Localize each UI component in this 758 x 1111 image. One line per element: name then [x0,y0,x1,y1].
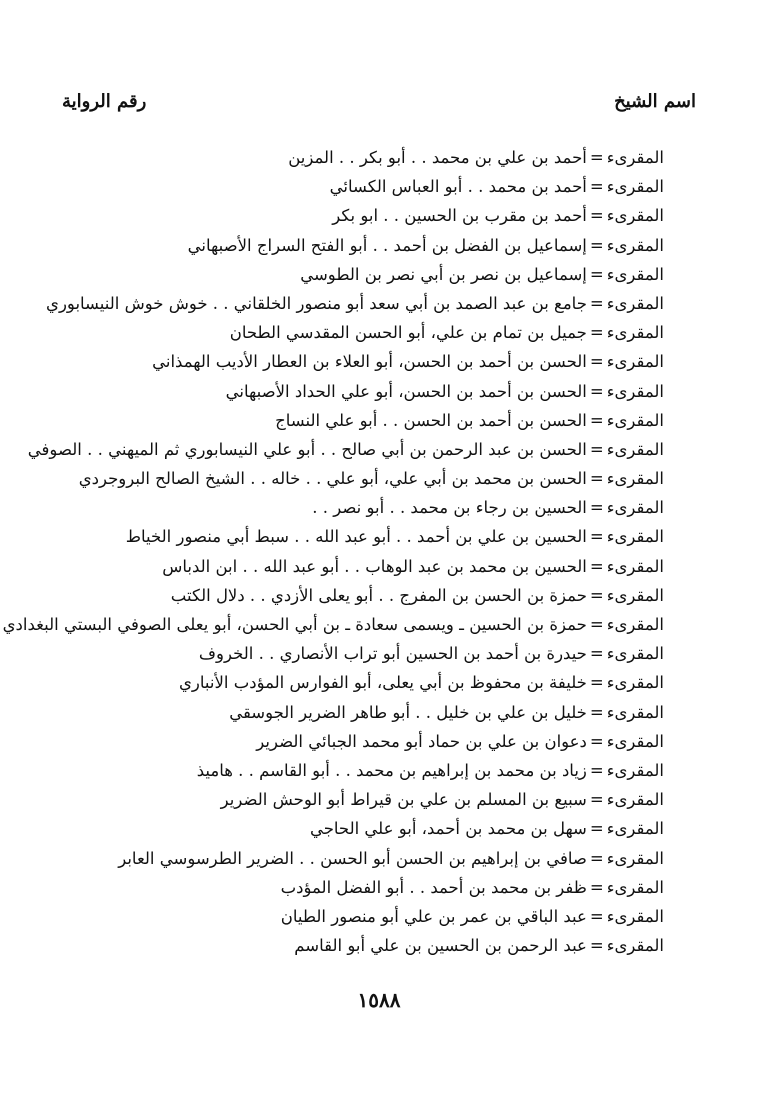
entry-separator: = [589,702,604,722]
entry-label: المقرىء [606,381,664,401]
list-item [40,172,664,201]
list-item [40,522,664,551]
list-item [40,785,664,814]
entry-separator: = [589,819,604,839]
list-item [40,698,664,727]
entry-name: الحسن بن أحمد بن الحسن، أبو علي الحداد الأصبهاني [225,381,587,401]
entry-name: الحسين بن رجاء بن محمد . . أبو نصر . . [312,498,587,518]
entry-label: المقرىء [606,644,664,664]
entry-name: إسماعيل بن الفضل بن أحمد . . أبو الفتح السراج الأصبهاني [187,235,587,255]
entry-label: المقرىء [606,469,664,489]
entry-name: خليل بن علي بن خليل . . أبو طاهر الضرير الجوسقي [229,702,587,722]
entry-separator: = [589,293,604,313]
entry-name: إسماعيل بن نصر بن أبي نصر بن الطوسي [300,264,587,284]
entry-separator: = [589,206,604,226]
entry-label: المقرىء [606,877,664,897]
entry-separator: = [589,556,604,576]
list-item [27,435,664,464]
list-item [40,464,664,493]
list-item [40,668,664,697]
entry-label: المقرىء [606,848,664,868]
entry-name: الحسن بن أحمد بن الحسن . . أبو علي النساج [275,410,587,430]
sheikh-list [2,143,664,960]
entry-name: زياد بن محمد بن إبراهيم بن محمد . . أبو القاسم . . هاميذ [196,760,587,780]
narration-number-heading: رقم الرواية [62,91,147,112]
entry-name: عبد الباقي بن عمر بن علي أبو منصور الطيان [280,906,587,926]
list-item [40,844,664,873]
entry-name: دعوان بن علي بن حماد أبو محمد الجبائي الضرير [256,731,587,751]
entry-separator: = [589,148,604,167]
list-item [40,493,664,522]
list-item [40,231,664,260]
entry-label: المقرىء [606,585,664,605]
entry-separator: = [589,760,604,780]
entry-label: المقرىء [606,556,664,576]
list-item [40,289,664,318]
entry-separator: = [589,790,604,810]
entry-name: الحسن بن محمد بن أبي علي، أبو علي . . خاله . . الشيخ الصالح البروجردي [78,469,587,489]
list-item [40,873,664,902]
list-item [40,552,664,581]
entry-name: عبد الرحمن بن الحسين بن علي أبو القاسم [294,936,587,956]
entry-label: المقرىء [606,177,664,197]
list-item [2,610,664,639]
list-item [40,260,664,289]
entry-label: المقرىء [606,702,664,722]
entry-label: المقرىء [606,527,664,547]
list-item [40,406,664,435]
entry-separator: = [589,585,604,605]
entry-name: جامع بن عبد الصمد بن أبي سعد أبو منصور الخلقاني . . خوش خوش النيسابوري [46,293,587,313]
entry-separator: = [589,906,604,926]
entry-separator: = [589,177,604,197]
entry-name: حمزة بن الحسين ـ ويسمى سعادة ـ بن أبي الحسن، أبو يعلى الصوفي البستي البغدادي [2,615,587,634]
entry-label: المقرىء [606,323,664,343]
entry-separator: = [589,527,604,547]
entry-label: المقرىء [606,673,664,693]
entry-label: المقرىء [606,206,664,226]
list-item [40,347,664,376]
entry-label: المقرىء [606,731,664,751]
entry-label: المقرىء [606,790,664,810]
entry-label: المقرىء [606,936,664,956]
entry-name: خليفة بن محفوظ بن أبي يعلى، أبو الفوارس المؤدب الأنباري [178,673,587,693]
entry-name: الحسين بن محمد بن عبد الوهاب . . أبو عبد الله . . ابن الدباس [162,556,587,576]
entry-name: سهل بن محمد بن أحمد، أبو علي الحاجي [309,819,587,839]
entry-name: الحسين بن علي بن أحمد . . أبو عبد الله . . سبط أبي منصور الخياط [125,527,587,547]
entry-label: المقرىء [606,235,664,255]
entry-name: أحمد بن محمد . . أبو العباس الكسائي [329,177,587,197]
list-item [40,902,664,931]
list-item [40,639,664,668]
entry-separator: = [589,644,604,664]
entry-label: المقرىء [606,498,664,518]
entry-separator: = [589,877,604,897]
entry-separator: = [589,848,604,868]
entry-separator: = [589,731,604,751]
entry-label: المقرىء [606,615,664,634]
entry-label: المقرىء [606,439,664,459]
entry-label: المقرىء [606,410,664,430]
entry-name: سبيع بن المسلم بن علي بن قيراط أبو الوحش الضرير [220,790,587,810]
entry-name: ظفر بن محمد بن أحمد . . أبو الفضل المؤدب [280,877,587,897]
entry-label: المقرىء [606,148,664,167]
entry-label: المقرىء [606,352,664,372]
entry-name: أحمد بن مقرب بن الحسين . . ابو بكر [332,206,587,226]
entry-label: المقرىء [606,819,664,839]
entry-label: المقرىء [606,906,664,926]
entry-separator: = [589,498,604,518]
entry-separator: = [589,235,604,255]
list-item [40,377,664,406]
list-item [40,581,664,610]
entry-name: جميل بن تمام بن علي، أبو الحسن المقدسي الطحان [229,323,587,343]
entry-name: الحسن بن عبد الرحمن بن أبي صالح . . أبو علي النيسابوري ثم الميهني . . الصوفي [27,439,587,459]
entry-name: الحسن بن أحمد بن الحسن، أبو العلاء بن العطار الأديب الهمذاني [152,352,587,372]
page-number: ١٥٨٨ [357,988,401,1012]
entry-separator: = [589,673,604,693]
entry-separator: = [589,352,604,372]
entry-separator: = [589,936,604,956]
entry-label: المقرىء [606,293,664,313]
page-header [62,91,696,121]
entry-name: أحمد بن علي بن محمد . . أبو بكر . . المزين [288,148,587,167]
entry-separator: = [589,381,604,401]
list-item [40,727,664,756]
entry-name: حمزة بن الحسن بن المفرج . . أبو يعلى الأزدي . . دلال الكتب [170,585,587,605]
list-item [40,756,664,785]
entry-separator: = [589,469,604,489]
entry-separator: = [589,264,604,284]
list-item [40,318,664,347]
entry-separator: = [589,439,604,459]
sheikh-name-heading: اسم الشيخ [614,91,696,112]
entry-name: حيدرة بن أحمد بن الحسين أبو تراب الأنصاري . . الخروف [198,644,587,664]
entry-separator: = [589,615,604,634]
list-item [40,814,664,843]
entry-separator: = [589,323,604,343]
list-item [40,143,664,172]
entry-name: صافي بن إبراهيم بن الحسن أبو الحسن . . الضرير الطرسوسي العابر [118,848,587,868]
entry-separator: = [589,410,604,430]
list-item [40,931,664,960]
entry-label: المقرىء [606,264,664,284]
list-item [40,201,664,230]
entry-label: المقرىء [606,760,664,780]
